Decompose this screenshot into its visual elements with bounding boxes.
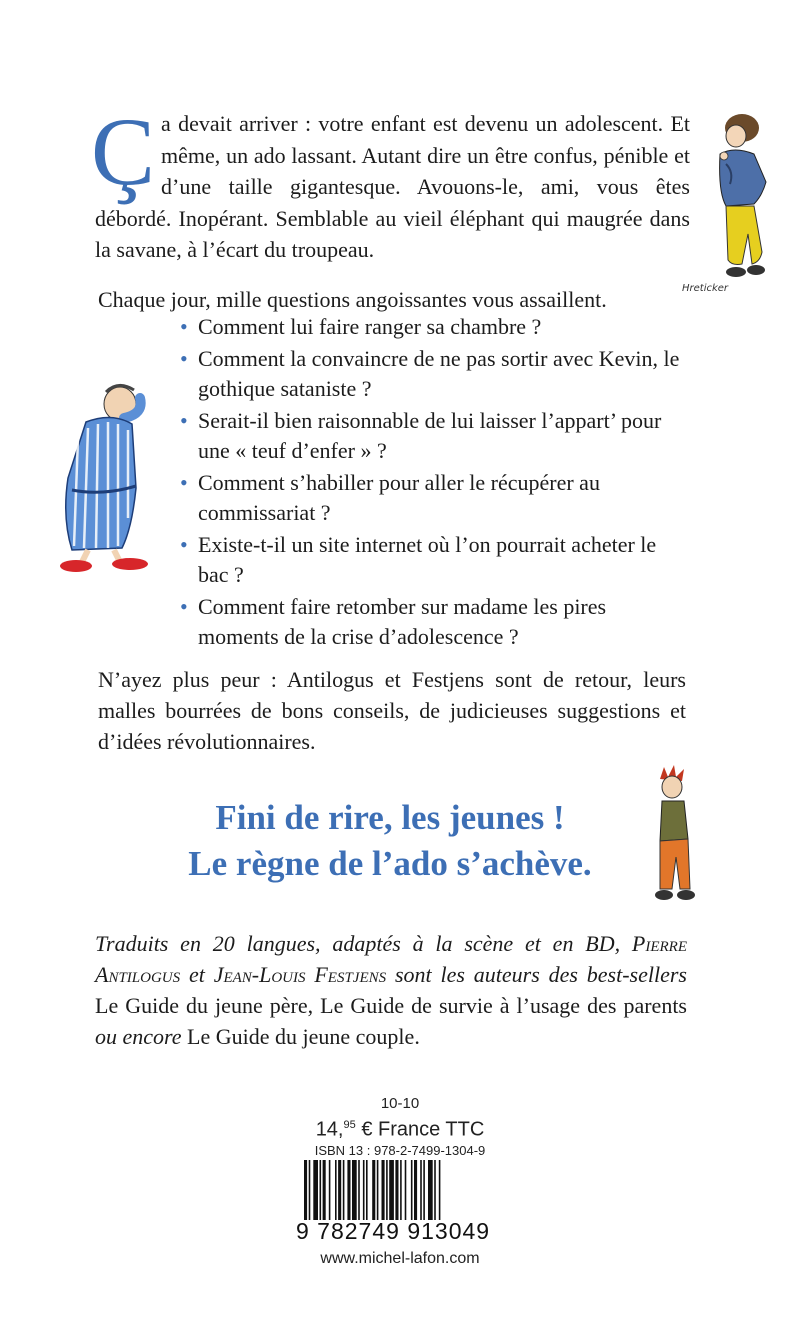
- barcode: [304, 1160, 490, 1220]
- author-name: Jean-Louis Festjens: [213, 962, 387, 987]
- teen-girl-illustration: [682, 112, 776, 294]
- author-name: Pierre Antilogus: [95, 931, 687, 987]
- list-item: • Comment la convaincre de ne pas sortir avec Kevin, le gothique sataniste ?: [180, 346, 680, 401]
- artist-signature: Hreticker: [682, 283, 729, 294]
- bullet-icon: •: [180, 408, 188, 433]
- intro-text: a devait arriver : votre enfant est devenu un adolescent. Et même, un ado lassant. Autant dire un être confus, pénible et d’une taille gigantesque. Avouons-le, ami, vous êtes débordé. Inopérant. Semblable au vieil éléphant qui maugrée dans la savane, à l’écart du troupeau.: [95, 111, 690, 262]
- list-item: • Existe-t-il un site internet où l’on pourrait acheter le bac ?: [180, 532, 657, 587]
- tagline-line-1: Fini de rire, les jeunes !: [215, 798, 565, 837]
- tagline-line-2: Le règne de l’ado s’achève.: [188, 844, 592, 883]
- intro-paragraph: [91, 98, 690, 266]
- bullet-icon: •: [180, 346, 188, 371]
- bullet-icon: •: [180, 594, 188, 619]
- book-title: Le Guide du jeune père: [95, 993, 308, 1018]
- list-item: • Comment faire retomber sur madame les pires moments de la crise d’adolescence ?: [180, 594, 607, 649]
- price-code: 10-10: [380, 1095, 420, 1112]
- list-item: • Comment s’habiller pour aller le récupérer au commissariat ?: [180, 470, 600, 525]
- authors-paragraph: Traduits en 20 langues, adaptés à la scène et en BD, Pierre Antilogus et Jean-Louis Festjens sont les auteurs des best-sellers Le Guide du jeune père, Le Guide de survie à l’usage des parents ou encore Le Guide du jeune couple.: [95, 931, 687, 1049]
- questions-list: [180, 312, 680, 654]
- tagline: [150, 795, 630, 887]
- book-title: Le Guide du jeune couple: [187, 1024, 415, 1049]
- questions-lead: Chaque jour, mille questions angoissantes vous assaillent.: [98, 287, 607, 312]
- punk-teen-illustration: [640, 765, 700, 910]
- publisher-website: www.michel-lafon.com: [320, 1250, 480, 1267]
- list-item: • Comment lui faire ranger sa chambre ?: [180, 312, 680, 342]
- list-item: • Serait-il bien raisonnable de lui laisser l’appart’ pour une « teuf d’enfer » ?: [180, 408, 662, 463]
- price-label: 14,95 € France TTC: [315, 1118, 485, 1141]
- bathrobe-man-illustration: [32, 378, 157, 573]
- bullet-icon: •: [180, 314, 188, 339]
- price-block: [300, 1095, 500, 1160]
- bullet-icon: •: [180, 532, 188, 557]
- reassurance-paragraph: N’ayez plus peur : Antilogus et Festjens sont de retour, leurs malles bourrées de bons conseils, de judicieuses suggestions et d’idées révolutionnaires.: [98, 667, 686, 754]
- book-title: Le Guide de survie à l’usage des parents: [320, 993, 687, 1018]
- bullet-icon: •: [180, 470, 188, 495]
- barcode-digits: 9 782749 913049: [296, 1218, 491, 1244]
- isbn-label: ISBN 13 : 978-2-7499-1304-9: [314, 1142, 486, 1158]
- drop-cap: Ç: [91, 98, 156, 205]
